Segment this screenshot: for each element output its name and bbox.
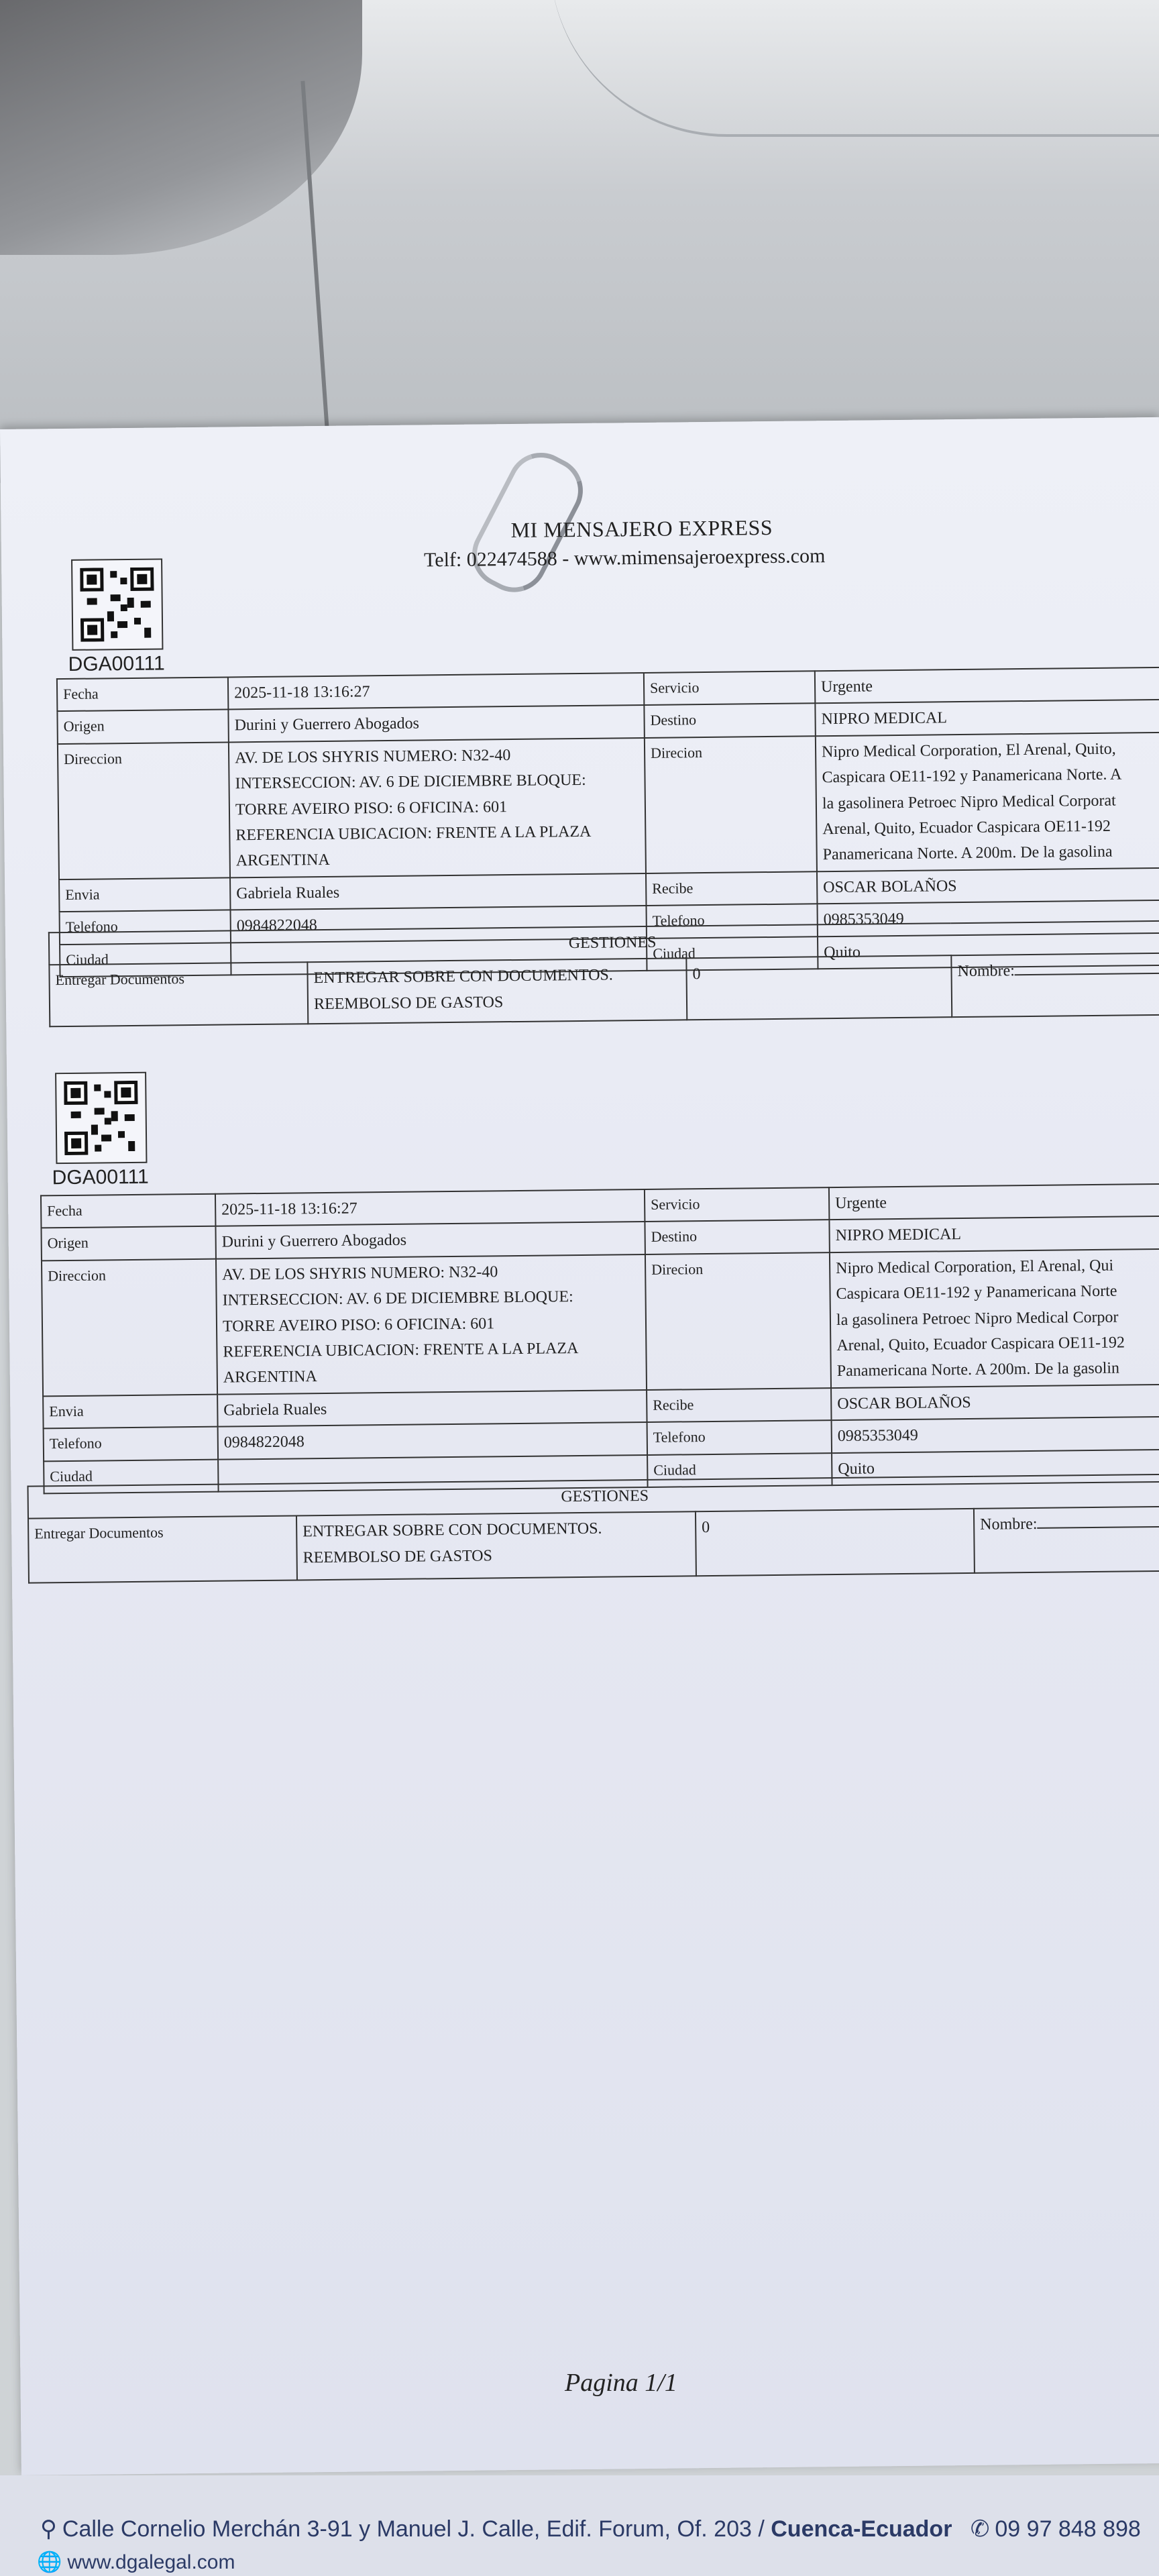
label-fecha: Fecha — [41, 1194, 215, 1228]
label-origen: Origen — [41, 1226, 215, 1260]
label-direcion-destino: Direcion — [645, 736, 817, 873]
gestiones-title: GESTIONES — [28, 1474, 1159, 1519]
nombre-label: Nombre: — [980, 1515, 1038, 1534]
address-line: Caspicara OE11-192 y Panamericana Norte — [836, 1282, 1117, 1303]
address-line: Arenal, Quito, Ecuador Caspicara OE11-192 — [836, 1334, 1125, 1354]
company-contact: Telf: 022474588 - www.mimensajeroexpress.com — [423, 545, 826, 572]
globe-icon: 🌐 — [37, 2551, 62, 2573]
address-line: AV. DE LOS SHYRIS NUMERO: N32-40 — [222, 1263, 498, 1284]
gestiones-table — [48, 920, 1159, 1028]
recibe-value: OSCAR BOLAÑOS — [817, 867, 1159, 904]
letterhead-footer — [0, 2475, 1159, 2576]
address-line: Panamericana Norte. A 200m. De la gasolin — [836, 1359, 1120, 1381]
label-recibe: Recibe — [647, 1388, 831, 1422]
gestion-line: ENTREGAR SOBRE CON DOCUMENTOS. — [313, 966, 613, 987]
printed-page — [0, 417, 1159, 2475]
signature-line — [1038, 1526, 1159, 1529]
address-line: la gasolinera Petroec Nipro Medical Corporat — [822, 792, 1116, 812]
address-line: TORRE AVEIRO PISO: 6 OFICINA: 601 — [235, 798, 508, 818]
nombre-field — [974, 1507, 1159, 1573]
address-line: INTERSECCION: AV. 6 DE DICIEMBRE BLOQUE: — [222, 1288, 573, 1309]
servicio-value: Urgente — [829, 1184, 1159, 1220]
label-servicio: Servicio — [644, 671, 815, 705]
gestion-line: REEMBOLSO DE GASTOS — [313, 993, 504, 1013]
phone-icon: ✆ — [970, 2516, 990, 2542]
envia-value: Gabriela Ruales — [217, 1390, 647, 1427]
fecha-value: 2025-11-18 13:16:27 — [228, 673, 644, 710]
address-line: Panamericana Norte. A 200m. De la gasolina — [822, 843, 1113, 864]
telefono-value: 0984822048 — [218, 1422, 647, 1459]
address-line: INTERSECCION: AV. 6 DE DICIEMBRE BLOQUE: — [235, 771, 586, 793]
footer-address: Calle Cornelio Merchán 3-91 y Manuel J. Calle, Edif. Forum, Of. 203 / — [62, 2516, 771, 2542]
car-body-line — [550, 0, 1159, 137]
ciudad-destino-value: Quito — [832, 1449, 1159, 1485]
address-line: la gasolinera Petroec Nipro Medical Corpor — [836, 1308, 1119, 1329]
envia-value: Gabriela Ruales — [230, 873, 646, 910]
address-line: ARGENTINA — [223, 1368, 317, 1387]
label-destino: Destino — [645, 1220, 829, 1254]
label-direccion: Direccion — [42, 1258, 217, 1396]
address-line: ARGENTINA — [235, 851, 330, 870]
gestiones-table — [27, 1474, 1159, 1584]
gestion-valor: 0 — [696, 1509, 975, 1576]
signature-line — [1015, 973, 1159, 975]
origen-value: Durini y Guerrero Abogados — [215, 1222, 645, 1258]
telefono-destino-value: 0985353049 — [832, 1417, 1159, 1453]
label-destino: Destino — [644, 704, 815, 738]
label-fecha: Fecha — [57, 677, 228, 711]
label-ciudad-destino: Ciudad — [647, 936, 818, 971]
page-number: Pagina 1/1 — [565, 2369, 677, 2397]
destino-direccion-value — [830, 1249, 1159, 1388]
label-direccion: Direccion — [58, 742, 230, 879]
label-telefono: Telefono — [60, 910, 231, 945]
address-line: Nipro Medical Corporation, El Arenal, Quito, — [821, 740, 1116, 761]
label-ciudad-destino: Ciudad — [647, 1453, 832, 1487]
fecha-value: 2025-11-18 13:16:27 — [215, 1189, 645, 1226]
address-line: Arenal, Quito, Ecuador Caspicara OE11-192 — [822, 817, 1111, 839]
footer-web[interactable]: www.dgalegal.com — [67, 2551, 235, 2573]
label-telefono-destino: Telefono — [647, 1420, 832, 1454]
address-line: REFERENCIA UBICACION: FRENTE A LA PLAZA — [223, 1339, 579, 1361]
gestion-descripcion — [296, 1512, 696, 1580]
address-line: Nipro Medical Corporation, El Arenal, Qui — [836, 1256, 1114, 1277]
company-name: MI MENSAJERO EXPRESS — [510, 515, 773, 543]
gestion-descripcion — [307, 959, 687, 1024]
label-direcion-destino: Direcion — [645, 1252, 831, 1390]
gestiones-title: GESTIONES — [49, 921, 1159, 965]
label-origen: Origen — [57, 710, 228, 744]
qr-code-icon — [71, 558, 163, 650]
gestion-tipo: Entregar Documentos — [28, 1516, 297, 1583]
footer-address-line — [40, 2516, 1141, 2542]
footer-phone: 09 97 848 898 — [995, 2516, 1141, 2542]
label-ciudad: Ciudad — [44, 1459, 218, 1493]
direccion-value — [229, 738, 646, 877]
guide-table — [40, 1183, 1159, 1495]
gestion-line: REEMBOLSO DE GASTOS — [302, 1547, 493, 1567]
label-servicio: Servicio — [645, 1187, 829, 1222]
address-line: TORRE AVEIRO PISO: 6 OFICINA: 601 — [222, 1314, 495, 1336]
guide-code: DGA00111 — [52, 1165, 149, 1189]
label-envia: Envia — [59, 877, 230, 912]
nombre-label: Nombre: — [957, 962, 1015, 981]
direccion-value — [216, 1254, 647, 1395]
destino-direccion-value — [816, 733, 1159, 871]
label-recibe: Recibe — [646, 871, 817, 906]
gestion-line: ENTREGAR SOBRE CON DOCUMENTOS. — [302, 1520, 602, 1541]
nombre-field — [951, 953, 1159, 1018]
background-car-surface — [0, 0, 1159, 483]
footer-city: Cuenca-Ecuador — [771, 2516, 952, 2542]
origen-value: Durini y Guerrero Abogados — [228, 705, 644, 742]
telefono-value: 0984822048 — [231, 906, 647, 943]
address-line: REFERENCIA UBICACION: FRENTE A LA PLAZA — [235, 822, 592, 845]
telefono-destino-value: 0985353049 — [817, 900, 1159, 936]
gestion-tipo: Entregar Documentos — [49, 963, 308, 1027]
recibe-value: OSCAR BOLAÑOS — [831, 1384, 1159, 1420]
label-ciudad: Ciudad — [60, 943, 231, 977]
ciudad-destino-value: Quito — [818, 932, 1159, 969]
servicio-value: Urgente — [815, 667, 1159, 704]
qr-code-icon — [55, 1072, 147, 1164]
label-envia: Envia — [43, 1394, 217, 1428]
gestion-valor: 0 — [686, 956, 952, 1020]
address-line: Caspicara OE11-192 y Panamericana Norte. A — [822, 765, 1122, 787]
footer-web-line — [37, 2551, 235, 2574]
destino-value: NIPRO MEDICAL — [815, 700, 1159, 736]
address-line: AV. DE LOS SHYRIS NUMERO: N32-40 — [235, 746, 511, 767]
guide-code: DGA00111 — [68, 652, 165, 676]
destino-value: NIPRO MEDICAL — [829, 1216, 1159, 1252]
location-pin-icon: ⚲ — [40, 2516, 57, 2542]
label-telefono-destino: Telefono — [646, 904, 817, 938]
label-telefono: Telefono — [44, 1427, 218, 1461]
